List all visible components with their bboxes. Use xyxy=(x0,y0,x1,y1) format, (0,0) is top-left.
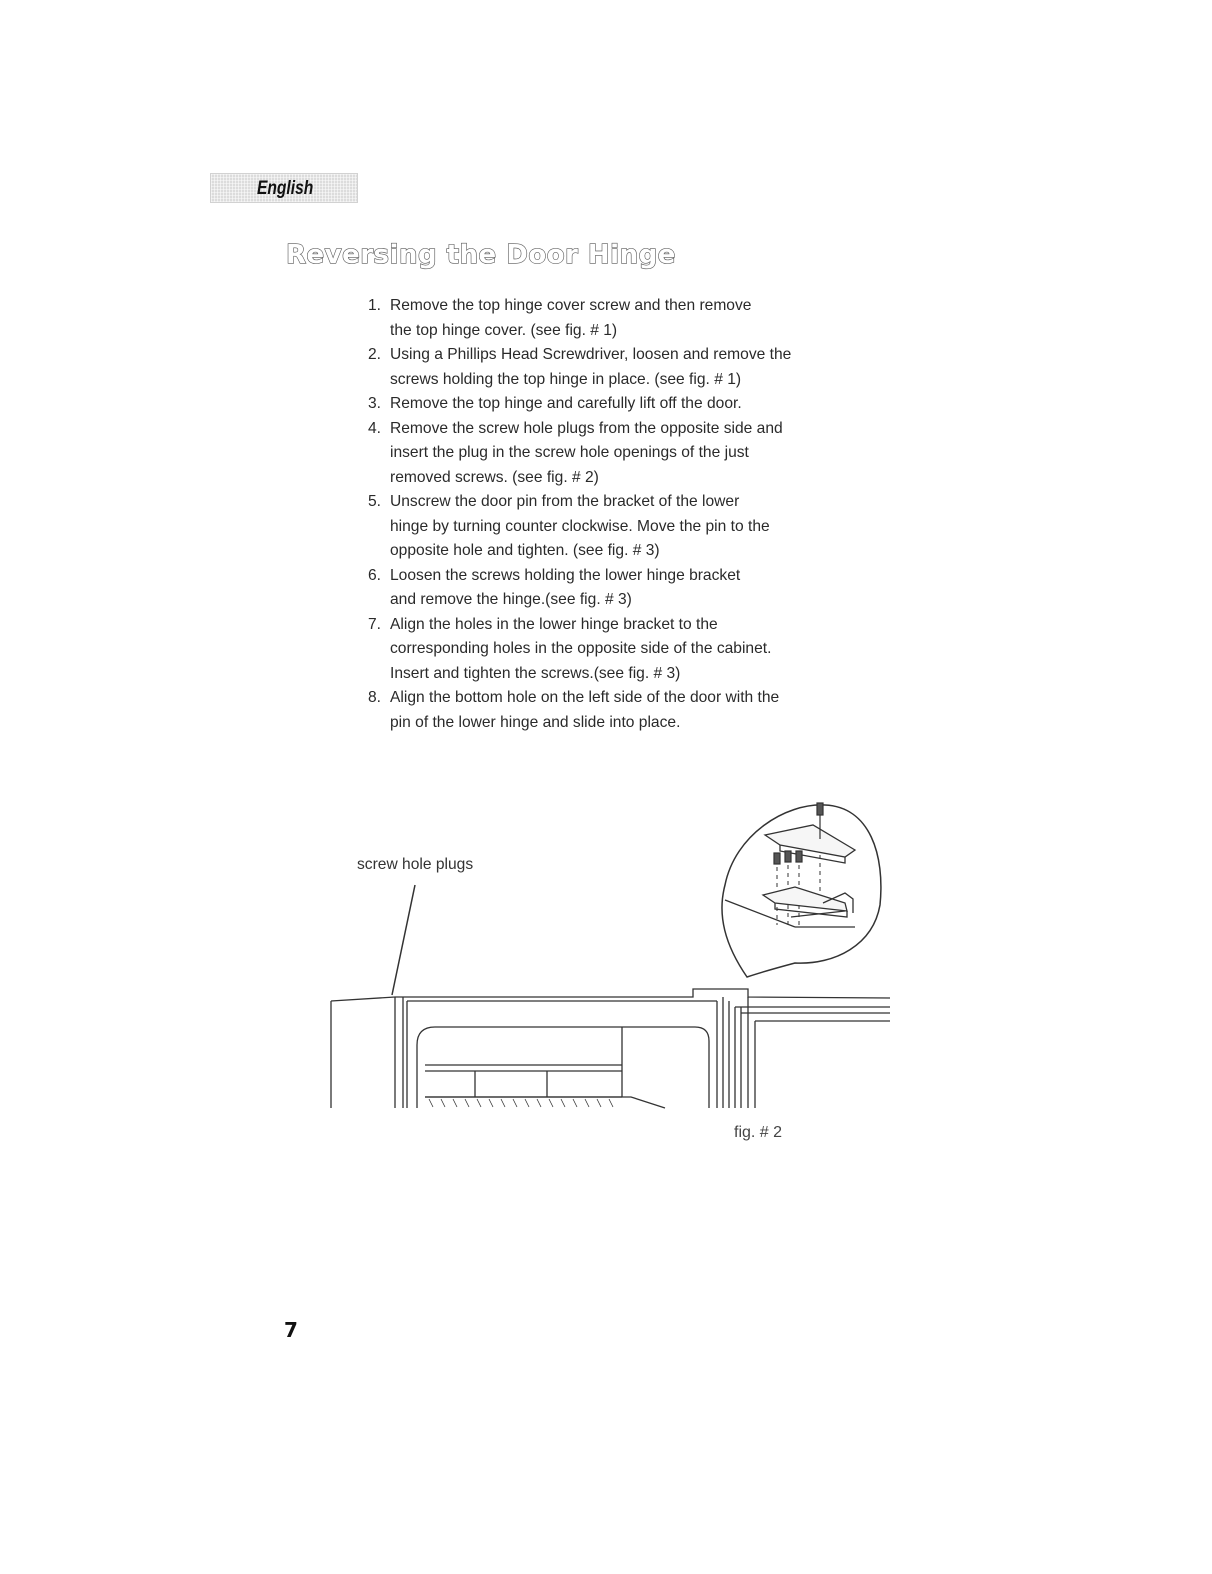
step-item xyxy=(368,392,848,417)
step-number: 3. xyxy=(368,395,382,412)
step-text-line: Remove the top hinge cover screw and then remove xyxy=(390,297,752,314)
step-number: 8. xyxy=(368,689,382,706)
step-text-line: opposite hole and tighten. (see fig. # 3) xyxy=(390,542,660,559)
step-item xyxy=(368,417,848,491)
step-number: 1. xyxy=(368,297,382,314)
step-text-line: corresponding holes in the opposite side of the cabinet. xyxy=(390,640,772,657)
step-text-line: hinge by turning counter clockwise. Move the pin to the xyxy=(390,517,770,535)
instruction-steps xyxy=(368,294,848,735)
figure-caption: fig. # 2 xyxy=(734,1124,783,1141)
inner-compartment xyxy=(417,1027,709,1108)
screw-hole-plugs-label: screw hole plugs xyxy=(357,856,474,873)
step-text-line: Remove the screw hole plugs from the opposite side and xyxy=(390,419,783,437)
step-number: 5. xyxy=(368,493,382,510)
step-number: 6. xyxy=(368,566,382,584)
step-text-line: Insert and tighten the screws.(see fig. # 3) xyxy=(390,664,681,682)
language-tab-label: English xyxy=(257,178,314,199)
step-item xyxy=(368,613,848,687)
step-item xyxy=(368,294,848,343)
page-number: 7 xyxy=(284,1318,298,1342)
step-item xyxy=(368,343,848,392)
step-text-line: pin of the lower hinge and slide into place. xyxy=(390,713,681,731)
callout-leader-line xyxy=(392,885,415,995)
step-text-line: insert the plug in the screw hole openings of the just xyxy=(390,444,749,461)
step-number: 2. xyxy=(368,346,382,363)
step-text-line: Loosen the screws holding the lower hinge bracket xyxy=(390,566,741,584)
step-text-line: Remove the top hinge and carefully lift off the door. xyxy=(390,395,742,412)
step-text-line: Using a Phillips Head Screwdriver, loosen and remove the xyxy=(390,346,792,363)
step-text-line: removed screws. (see fig. # 2) xyxy=(390,468,599,486)
step-text-line: Align the bottom hole on the left side of the door with the xyxy=(390,689,780,706)
step-text-line: Unscrew the door pin from the bracket of the lower xyxy=(390,493,740,510)
step-number: 7. xyxy=(368,615,382,633)
language-tab xyxy=(210,173,358,203)
door-hinge-figure xyxy=(325,795,890,1125)
step-item xyxy=(368,686,848,735)
step-item xyxy=(368,490,848,564)
step-text-line: and remove the hinge.(see fig. # 3) xyxy=(390,591,632,608)
step-text-line: Align the holes in the lower hinge bracket to the xyxy=(390,615,718,633)
step-text-line: the top hinge cover. (see fig. # 1) xyxy=(390,321,618,339)
step-item xyxy=(368,564,848,613)
section-title: Reversing the Door Hinge xyxy=(286,240,676,270)
step-text-line: screws holding the top hinge in place. (see fig. # 1) xyxy=(390,370,742,388)
step-number: 4. xyxy=(368,419,382,437)
